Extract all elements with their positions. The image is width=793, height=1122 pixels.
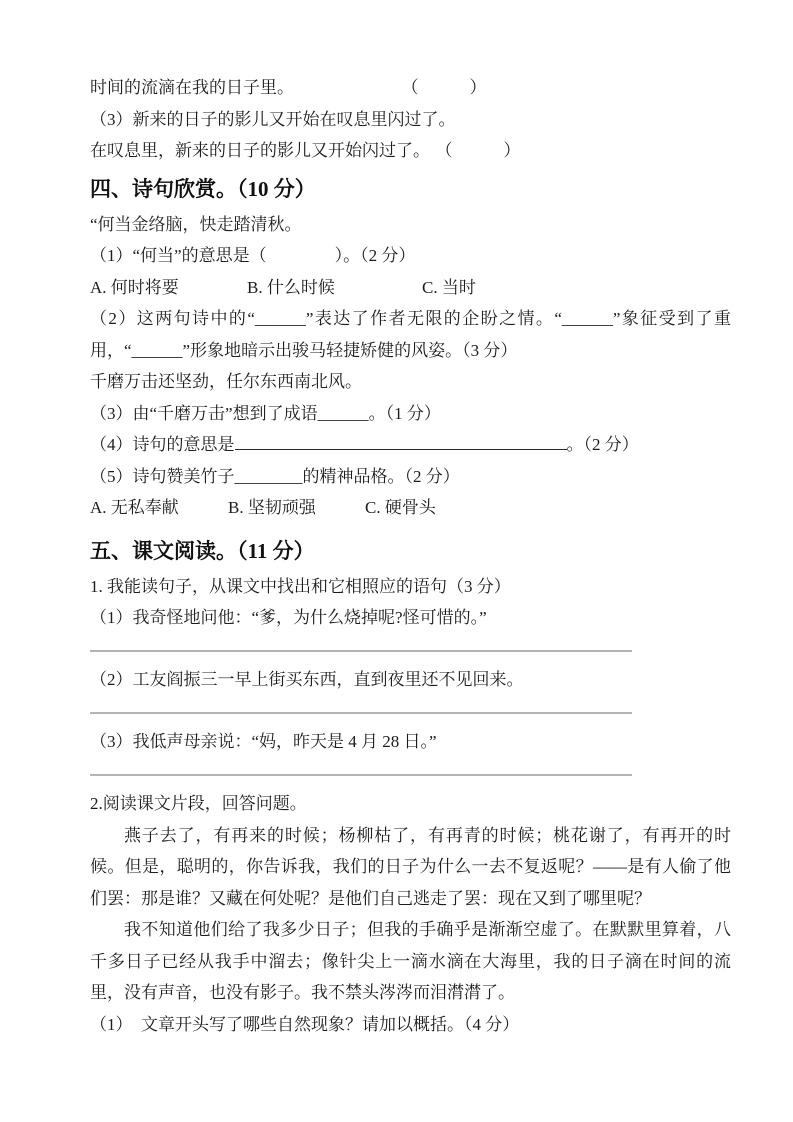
option-c: C. 当时 xyxy=(422,277,476,297)
task-1-item-1: （1）我奇怪地问他：“爹，为什么烧掉呢?怪可惜的。” xyxy=(90,608,487,627)
q4-answer-blank-line xyxy=(235,431,567,450)
option-a: A. 无私奉献 xyxy=(90,498,179,517)
sentence-item-3-answer xyxy=(90,135,731,167)
section-4-heading: 四、诗句欣赏。（10 分） xyxy=(90,176,316,201)
options-row-q5 xyxy=(90,492,731,524)
reading-passage-paragraph-2: 我不知道他们给了我多少日子；但我的手确乎是渐渐空虚了。在默默里算着，八千多日子已经从我手中溜去；像针尖上一滴水滴在大海里，我的日子滴在时间的流里，没有声音，也没有影子。我不禁头涔涔而泪潸潸了。 xyxy=(90,920,731,1002)
task-2-instruction: 2.阅读课文片段，回答问题。 xyxy=(90,794,307,813)
question-4-4 xyxy=(90,429,731,461)
poem-line-2: 千磨万击还坚劲，任尔东西南北风。 xyxy=(90,372,362,391)
question-4-1: （1）“何当”的意思是（ ）。（2 分） xyxy=(90,246,416,265)
task-1-item-3: （3）我低声母亲说：“妈，昨天是 4 月 28 日。” xyxy=(90,732,437,751)
sentence-text: 时间的流滴在我的日子里。 xyxy=(90,78,294,97)
question-4-3: （3）由“千磨万击”想到了成语______。（1 分） xyxy=(90,403,441,423)
judge-bracket: （ ） xyxy=(444,141,521,160)
answer-line xyxy=(90,712,632,715)
task-1-item-2: （2）工友阎振三一早上街买东西，直到夜里还不见回来。 xyxy=(90,670,524,689)
section-5-heading: 五、课文阅读。（11 分） xyxy=(90,538,315,563)
option-b: B. 什么时候 xyxy=(247,277,335,297)
option-a: A. 何时将要 xyxy=(90,277,179,297)
sentence-text: 在叹息里，新来的日子的影儿又开始闪过了。 xyxy=(90,141,430,160)
options-row-q1 xyxy=(90,272,731,304)
task-2-question-1: （1） 文章开头写了哪些自然现象？请加以概括。（4 分） xyxy=(90,1014,520,1034)
option-c: C. 硬骨头 xyxy=(365,498,436,517)
sentence-item-3: （3）新来的日子的影儿又开始在叹息里闪过了。 xyxy=(90,109,456,129)
judge-bracket: （ ） xyxy=(410,78,487,97)
q4-prefix: （4）诗句的意思是 xyxy=(90,435,235,454)
task-1-instruction: 1. 我能读句子，从课文中找出和它相照应的语句（3 分） xyxy=(90,576,511,596)
poem-line-1: “何当金络脑，快走踏清秋。 xyxy=(90,214,302,234)
question-4-2: （2）这两句诗中的“______”表达了作者无限的企盼之情。“______”象征受到了重用，“______”形象地暗示出骏马轻捷矫健的风姿。（3 分） xyxy=(90,309,731,360)
answer-line xyxy=(90,650,632,653)
question-4-5: （5）诗句赞美竹子________的精神品格。（2 分） xyxy=(90,466,460,486)
sentence-rewrite-answer xyxy=(90,72,731,104)
option-b: B. 坚韧顽强 xyxy=(228,498,316,517)
q4-suffix: 。（2 分） xyxy=(566,435,639,454)
answer-line xyxy=(90,774,632,777)
reading-passage-paragraph-1: 燕子去了，有再来的时候；杨柳枯了，有再青的时候；桃花谢了，有再开的时候。但是，聪明的，你告诉我，我们的日子为什么一去不复返呢？——是有人偷了他们罢：那是谁？又藏在何处呢？是他们自己逃走了罢：现在又到了哪里呢？ xyxy=(90,825,731,908)
